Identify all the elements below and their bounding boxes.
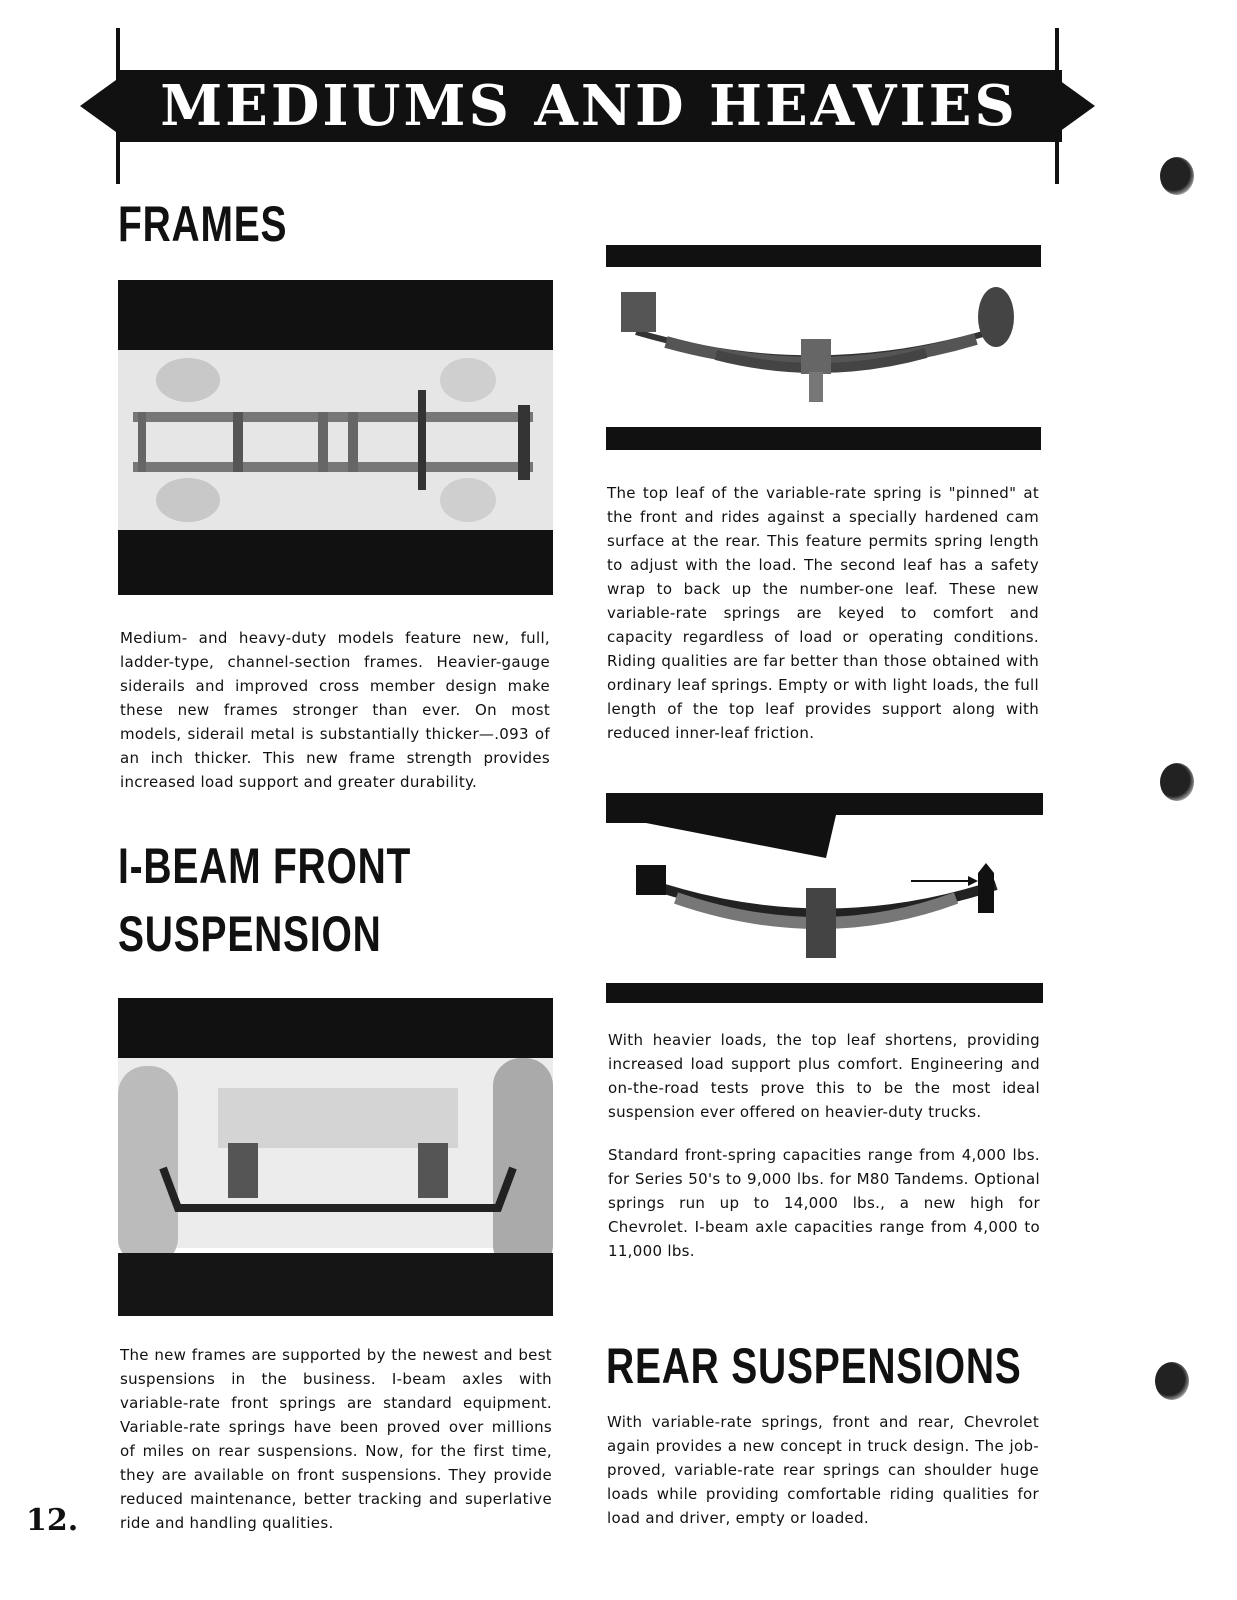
variable-rate-spring-diagram-heavy-load (606, 793, 1043, 1005)
ibeam-heading-line2: SUSPENSION (118, 906, 382, 962)
frames-heading: FRAMES (118, 196, 288, 252)
rear-paragraph: With variable-rate springs, front and rear, Chevrolet again provides a new concept in truck design. The job-proved, variable-rate rear springs can shoulder huge loads while providing comfortable riding qualities for load and driver, empty or loaded. (607, 1413, 1039, 1527)
variable-rate-spring-diagram-light-load (606, 245, 1041, 450)
ibeam-paragraph: The new frames are supported by the newest and best suspensions in the business. I-beam axles with variable-rate front springs are standard equipment. Variable-rate springs have been proved over millions of miles on rear suspensions. Now, for the first time, they are available on front suspensions. They provide reduced maintenance, better tracking and superlative ride and handling qualities. (120, 1346, 552, 1532)
binder-hole-icon (1160, 763, 1194, 801)
rear-suspensions-heading: REAR SUSPENSIONS (606, 1338, 1022, 1394)
capacities-paragraph: Standard front-spring capacities range from 4,000 lbs. for Series 50's to 9,000 lbs. for M80 Tandems. Optional springs run up to 14,000 lbs., a new high for Chevrolet. I-beam axle capacities range from 4,000 to 11,000 lbs. (608, 1146, 1040, 1260)
heavier-loads-paragraph: With heavier loads, the top leaf shortens, providing increased load support plus comfort. Engineering and on-the-road tests prove this to be the most ideal suspension ever offered on heavier-duty trucks. (608, 1031, 1040, 1121)
binder-hole-icon (1160, 157, 1194, 195)
page-title: MEDIUMS AND HEAVIES (160, 73, 1018, 139)
binder-hole-icon (1155, 1362, 1189, 1400)
spring-paragraph: The top leaf of the variable-rate spring is "pinned" at the front and rides against a specially hardened cam surface at the rear. This feature permits spring length to adjust with the load. The second leaf has a safety wrap to back up the number-one leaf. These new variable-rate springs are keyed to comfort and capacity regardless of load or operating conditions. Riding qualities are far better than those obtained with ordinary leaf springs. Empty or with light loads, the full length of the top leaf provides support along with reduced inner-leaf friction. (607, 484, 1039, 742)
frames-paragraph: Medium- and heavy-duty models feature new, full, ladder-type, channel-section frames. Heavier-gauge siderails and improved cross member design make these new frames stronger than ever. On most models, siderail metal is substantially thicker—.093 of an inch thicker. This new frame strength provides increased load support and greater durability. (120, 629, 550, 791)
ibeam-heading-line1: I-BEAM FRONT (118, 838, 412, 894)
page-number: 12. (26, 1503, 79, 1538)
frame-photo (118, 280, 553, 595)
ibeam-axle-photo (118, 998, 553, 1316)
